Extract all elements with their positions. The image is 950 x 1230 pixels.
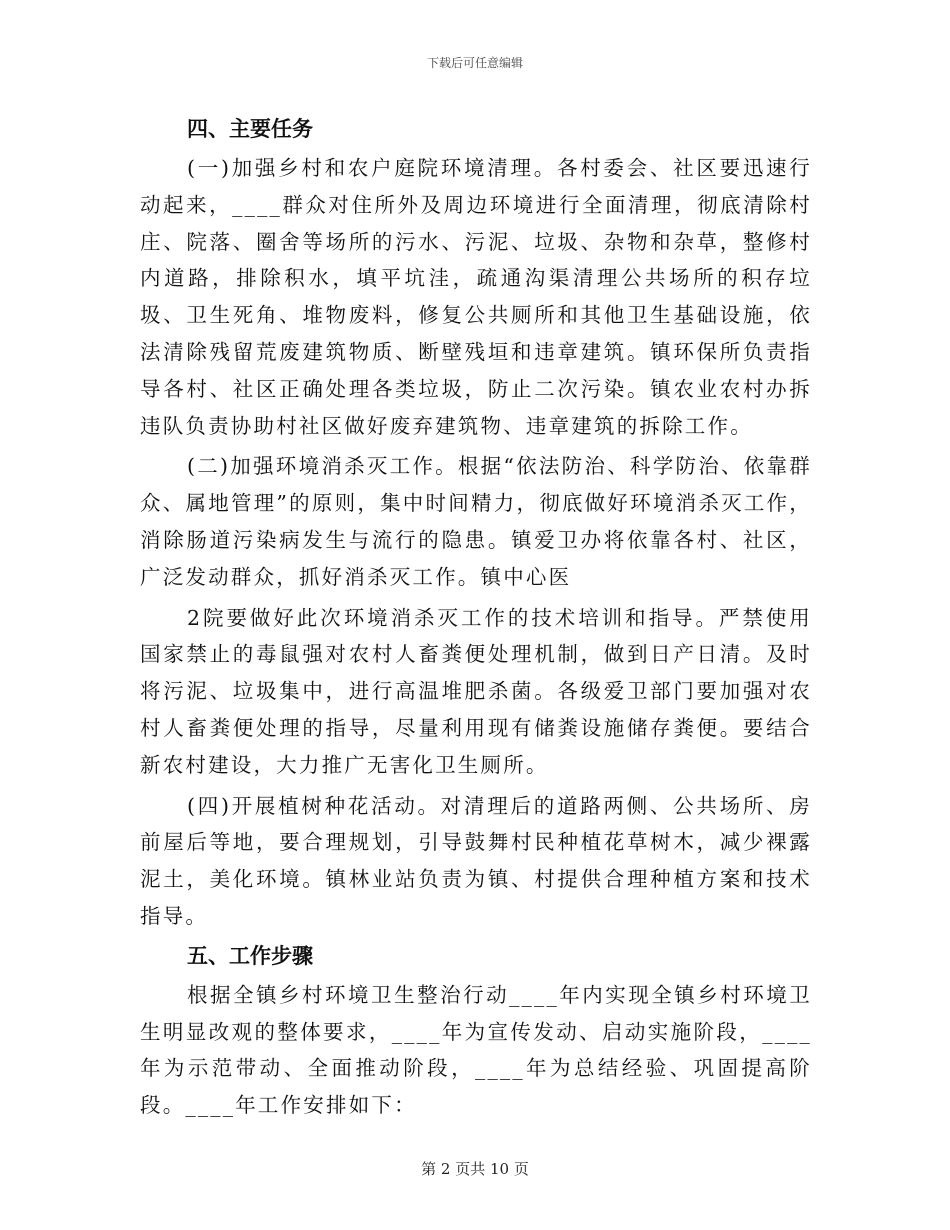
- document-body: [140, 108, 812, 1124]
- paragraph-tree-planting: (四)开展植树种花活动。对清理后的道路两侧、公共场所、房前屋后等地，要合理规划，引导鼓舞村民种植花草树木，减少裸露泥土，美化环境。镇林业站负责为镇、村提供合理种植方案和技术指导。: [140, 793, 812, 928]
- page-header: 下载后可任意编辑: [426, 56, 523, 70]
- paragraph-work-steps: 根据全镇乡村环境卫生整治行动____年内实现全镇乡村环境卫生明显改观的整体要求，____年为宣传发动、启动实施阶段，____年为示范带动、全面推动阶段，____年为总结经验、巩固提高阶段。____年工作安排如下：: [140, 982, 812, 1118]
- paragraph-cleanup: (一)加强乡村和农户庭院环境清理。各村委会、社区要迅速行动起来，____群众对住所外及周边环境进行全面清理，彻底清除村庄、院落、圈舍等场所的污水、污泥、垃圾、杂物和杂草，整修村内道路，排除积水，填平坑洼，疏通沟渠清理公共场所的积存垃圾、卫生死角、堆物废料，修复公共厕所和其他卫生基础设施，依法清除残留荒废建筑物质、断壁残垣和违章建筑。镇环保所负责指导各村、社区正确处理各类垃圾，防止二次污染。镇农业农村办拆违队负责协助村社区做好废弃建筑物、违章建筑的拆除工作。: [140, 156, 812, 438]
- paragraph-hospital-training: 2院要做好此次环境消杀灭工作的技术培训和指导。严禁使用国家禁止的毒鼠强对农村人畜粪便处理机制，做到日产日清。及时将污泥、垃圾集中，进行高温堆肥杀菌。各级爱卫部门要加强对农村人畜粪便处理的指导，尽量利用现有储粪设施储存粪便。要结合新农村建设，大力推广无害化卫生厕所。: [140, 605, 812, 777]
- paragraph-disinfection: (二)加强环境消杀灭工作。根据“依法防治、科学防治、依靠群众、属地管理”的原则，集中时间精力，彻底做好环境消杀灭工作，消除肠道污染病发生与流行的隐患。镇爱卫办将依靠各村、社区，广泛发动群众，抓好消杀灭工作。镇中心医: [140, 454, 812, 589]
- page-number: 第 2 页共 10 页: [421, 1160, 529, 1178]
- section-title-main-tasks: 四、主要任务: [187, 116, 313, 141]
- section-title-work-steps: 五、工作步骤: [187, 942, 313, 968]
